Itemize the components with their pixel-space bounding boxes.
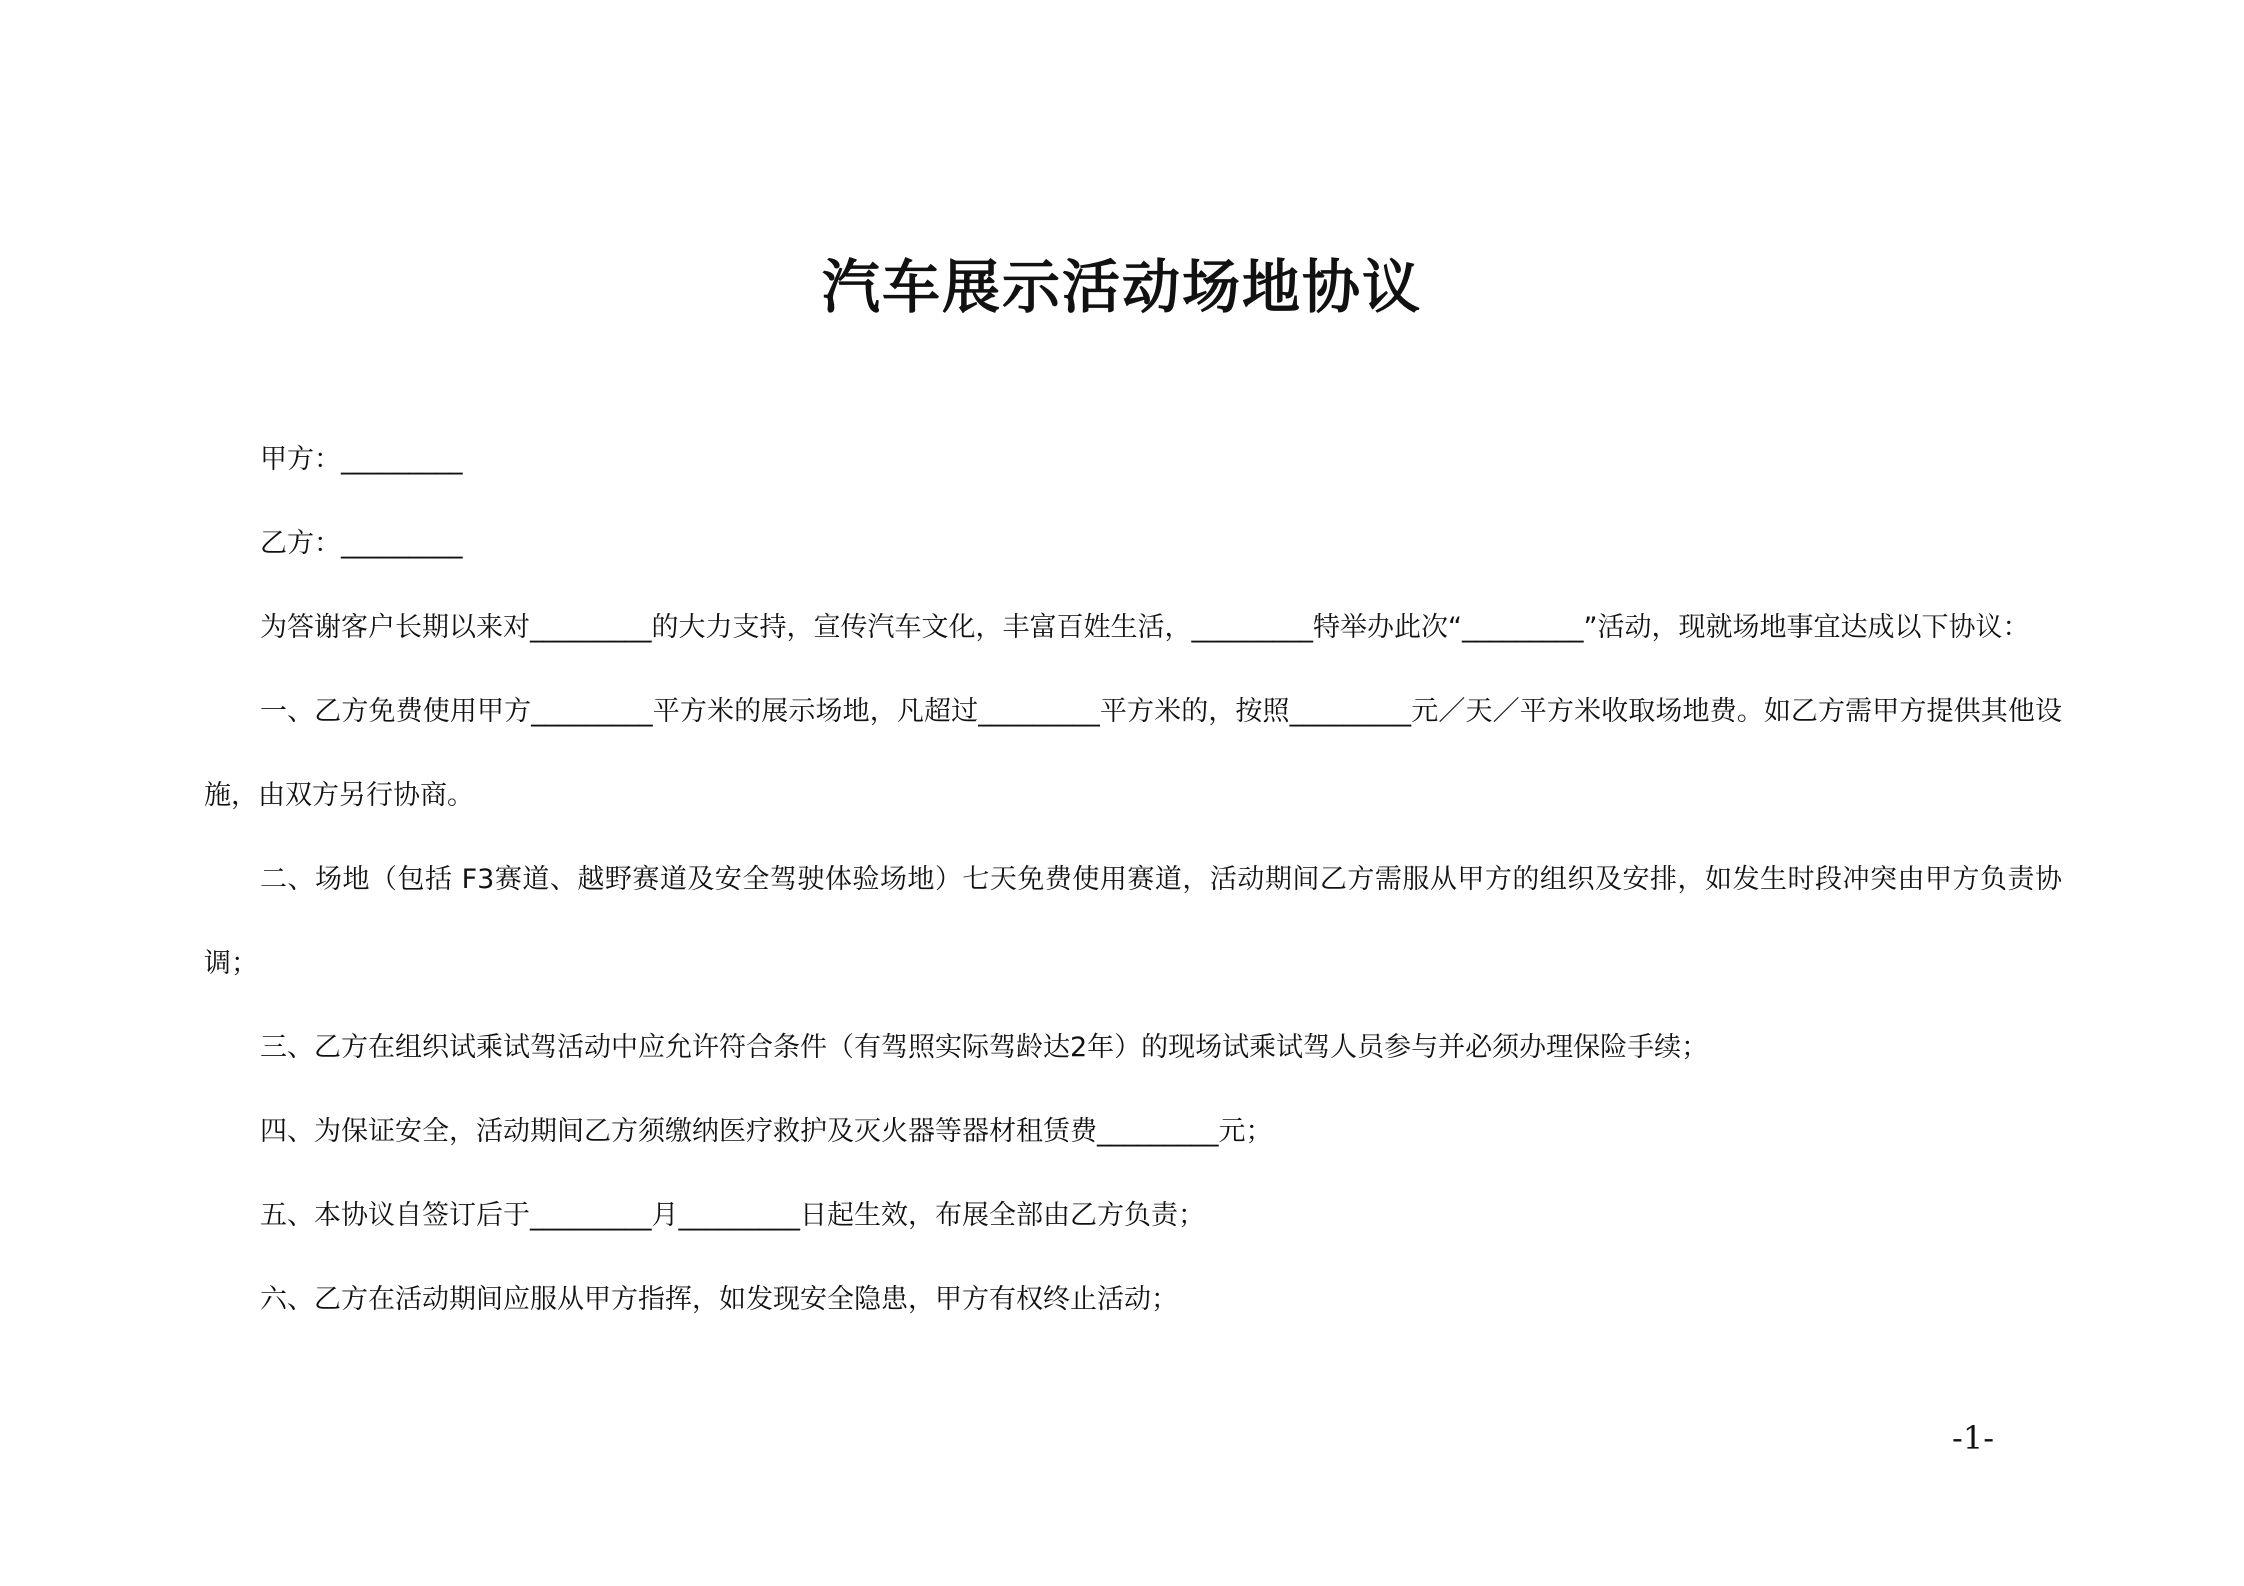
clause-2: 二、场地（包括 F3赛道、越野赛道及安全驾驶体验场地）七天免费使用赛道，活动期间乙方需服从甲方的组织及安排，如发生时段冲突由甲方负责协调； (204, 864, 2062, 979)
agreement-body (204, 418, 2062, 1342)
party-b-line: 乙方：_________ (260, 528, 463, 559)
clause-1: 一、乙方免费使用甲方_________平方米的展示场地，凡超过_________平方米的，按照_________元／天／平方米收取场地费。如乙方需甲方提供其他设施，由双方另行协商。 (204, 696, 2062, 811)
preamble-paragraph: 为答谢客户长期以来对_________的大力支持，宣传汽车文化，丰富百姓生活，_________特举办此次“_________”活动，现就场地事宜达成以下协议： (260, 612, 2030, 643)
clause-3: 三、乙方在组织试乘试驾活动中应允许符合条件（有驾照实际驾龄达2年）的现场试乘试驾人员参与并必须办理保险手续； (260, 1032, 1709, 1063)
document-title: 汽车展示活动场地协议 (821, 253, 1422, 321)
clause-5: 五、本协议自签订后于_________月_________日起生效，布展全部由乙方负责； (260, 1200, 1205, 1231)
clause-4: 四、为保证安全，活动期间乙方须缴纳医疗救护及灭火器等器材租赁费_________元； (260, 1116, 1273, 1147)
page-number: -1- (1952, 1419, 1994, 1457)
clause-6: 六、乙方在活动期间应服从甲方指挥，如发现安全隐患，甲方有权终止活动； (260, 1284, 1178, 1315)
party-a-line: 甲方：_________ (260, 444, 463, 475)
